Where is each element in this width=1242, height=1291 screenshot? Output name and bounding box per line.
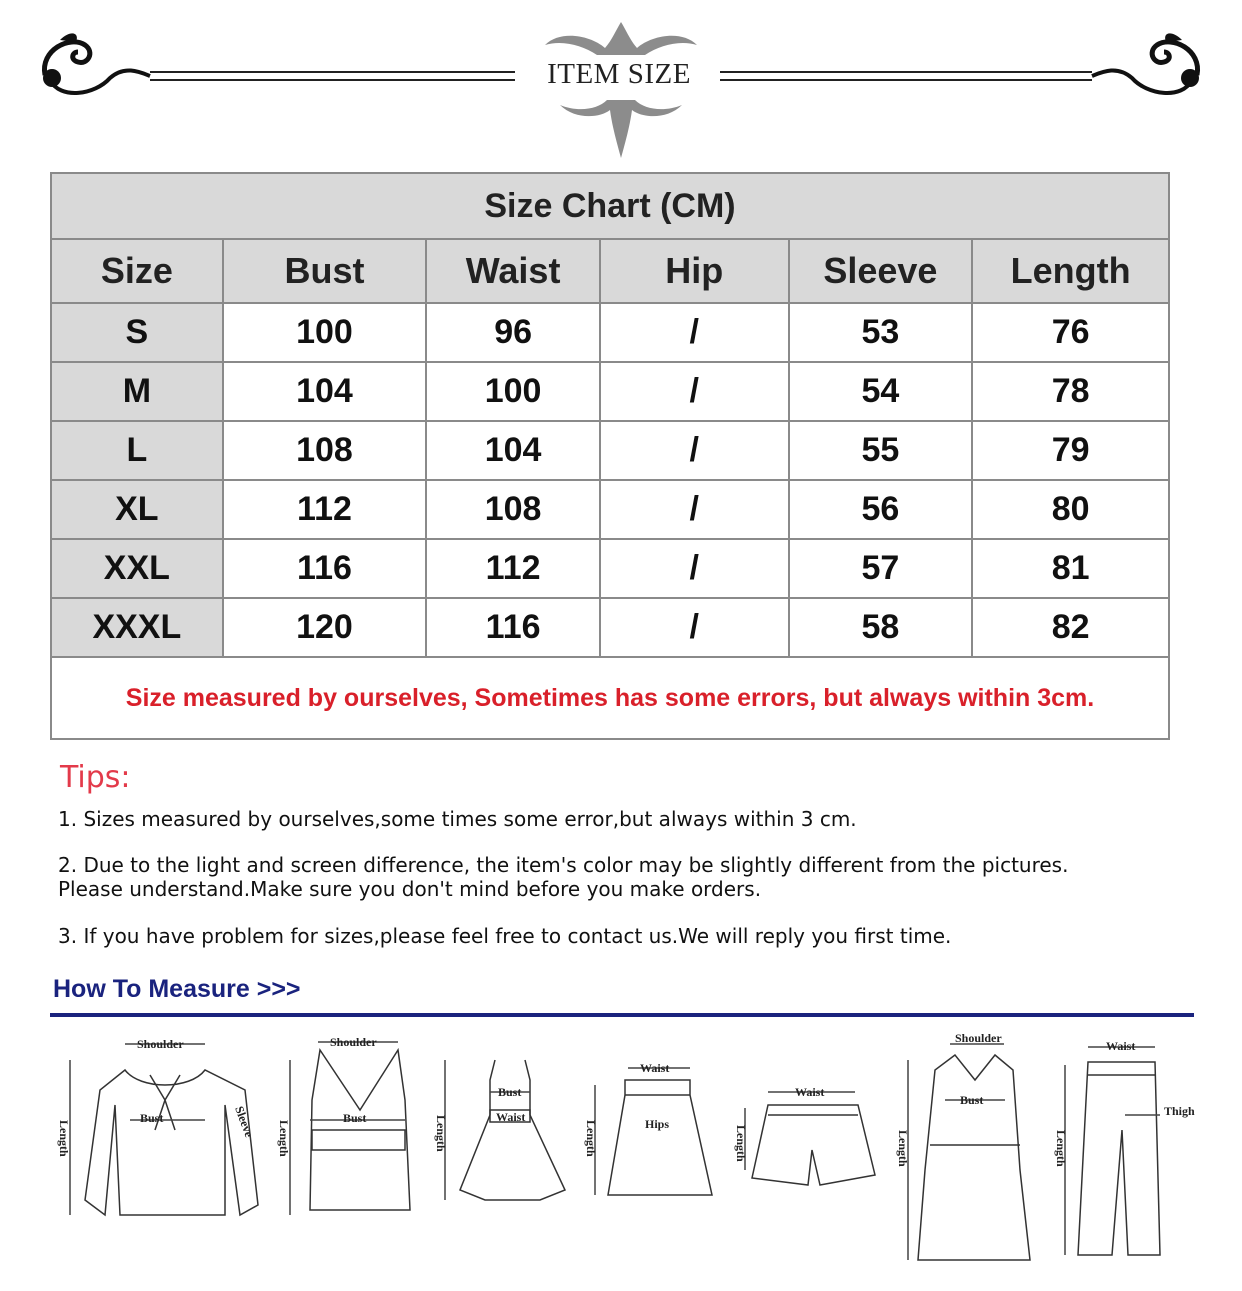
bust-cell: 104 <box>223 362 427 421</box>
dress-diagram-icon <box>434 1060 565 1200</box>
sleeve-cell: 57 <box>789 539 973 598</box>
column-header-bust: Bust <box>223 239 427 303</box>
shoulder-label: Shoulder <box>330 1035 377 1049</box>
size-cell: M <box>51 362 223 421</box>
blouse-diagram-icon <box>57 1037 258 1215</box>
hip-cell: / <box>600 303 789 362</box>
shorts-diagram-icon <box>734 1085 875 1185</box>
tip-line: Please understand.Make sure you don't mind before you make orders. <box>58 877 762 901</box>
item-size-header <box>0 0 1242 165</box>
waist-cell: 116 <box>426 598 600 657</box>
length-cell: 81 <box>972 539 1169 598</box>
length-cell: 82 <box>972 598 1169 657</box>
length-label: Length <box>57 1120 71 1157</box>
table-row <box>51 539 1169 598</box>
hip-cell: / <box>600 539 789 598</box>
length-cell: 79 <box>972 421 1169 480</box>
waist-label: Waist <box>1106 1039 1136 1053</box>
tips-heading: Tips: <box>60 760 131 795</box>
sleeve-label: Sleeve <box>232 1104 257 1140</box>
hip-cell: / <box>600 480 789 539</box>
length-cell: 80 <box>972 480 1169 539</box>
table-row <box>51 598 1169 657</box>
sleeve-cell: 54 <box>789 362 973 421</box>
hips-label: Hips <box>645 1117 670 1131</box>
waist-label: Waist <box>795 1085 825 1099</box>
thigh-label: Thigh <box>1164 1104 1195 1118</box>
vest-diagram-icon <box>277 1035 410 1215</box>
column-header-length: Length <box>972 239 1169 303</box>
coat-diagram-icon <box>896 1031 1030 1260</box>
size-cell: XXXL <box>51 598 223 657</box>
length-label: Length <box>1054 1130 1068 1167</box>
column-header-hip: Hip <box>600 239 789 303</box>
measurement-note: Size measured by ourselves, Sometimes has some errors, but always within 3cm. <box>51 657 1169 739</box>
item-size-title: ITEM SIZE <box>521 58 717 91</box>
sleeve-cell: 53 <box>789 303 973 362</box>
section-divider <box>50 1013 1194 1017</box>
length-cell: 76 <box>972 303 1169 362</box>
waist-cell: 100 <box>426 362 600 421</box>
bust-cell: 120 <box>223 598 427 657</box>
measurement-diagrams <box>0 1020 1242 1291</box>
waist-label: Waist <box>496 1110 526 1124</box>
sleeve-cell: 55 <box>789 421 973 480</box>
column-header-waist: Waist <box>426 239 600 303</box>
length-label: Length <box>584 1120 598 1157</box>
waist-label: Waist <box>640 1061 670 1075</box>
shoulder-label: Shoulder <box>137 1037 184 1051</box>
table-row <box>51 362 1169 421</box>
length-label: Length <box>277 1120 291 1157</box>
hip-cell: / <box>600 598 789 657</box>
size-cell: XXL <box>51 539 223 598</box>
bust-cell: 108 <box>223 421 427 480</box>
sleeve-cell: 58 <box>789 598 973 657</box>
column-header-size: Size <box>51 239 223 303</box>
length-label: Length <box>896 1130 910 1167</box>
length-label: Length <box>734 1125 748 1162</box>
waist-cell: 104 <box>426 421 600 480</box>
column-header-sleeve: Sleeve <box>789 239 973 303</box>
bust-cell: 116 <box>223 539 427 598</box>
table-row <box>51 421 1169 480</box>
size-cell: XL <box>51 480 223 539</box>
how-to-measure-heading: How To Measure >>> <box>53 975 301 1003</box>
table-header-row <box>51 239 1169 303</box>
bust-cell: 112 <box>223 480 427 539</box>
size-chart-table <box>50 172 1170 740</box>
shoulder-label: Shoulder <box>955 1031 1002 1045</box>
waist-cell: 96 <box>426 303 600 362</box>
waist-cell: 112 <box>426 539 600 598</box>
size-cell: L <box>51 421 223 480</box>
length-label: Length <box>434 1115 448 1152</box>
tip-item: 1. Sizes measured by ourselves,some times some error,but always within 3 cm. <box>58 807 857 831</box>
sleeve-cell: 56 <box>789 480 973 539</box>
hip-cell: / <box>600 421 789 480</box>
table-row <box>51 303 1169 362</box>
length-cell: 78 <box>972 362 1169 421</box>
size-chart-title: Size Chart (CM) <box>51 173 1169 239</box>
bust-label: Bust <box>498 1085 522 1099</box>
skirt-diagram-icon <box>584 1061 712 1195</box>
size-cell: S <box>51 303 223 362</box>
bust-label: Bust <box>140 1111 164 1125</box>
hip-cell: / <box>600 362 789 421</box>
waist-cell: 108 <box>426 480 600 539</box>
bust-label: Bust <box>343 1111 367 1125</box>
tip-item: 3. If you have problem for sizes,please feel free to contact us.We will reply you first time. <box>58 924 952 948</box>
table-row <box>51 480 1169 539</box>
tip-item <box>58 853 1188 901</box>
bust-cell: 100 <box>223 303 427 362</box>
pants-diagram-icon <box>1054 1039 1195 1255</box>
bust-label: Bust <box>960 1093 984 1107</box>
tip-line: 2. Due to the light and screen difference, the item's color may be slightly different from the pictures. <box>58 853 1069 877</box>
